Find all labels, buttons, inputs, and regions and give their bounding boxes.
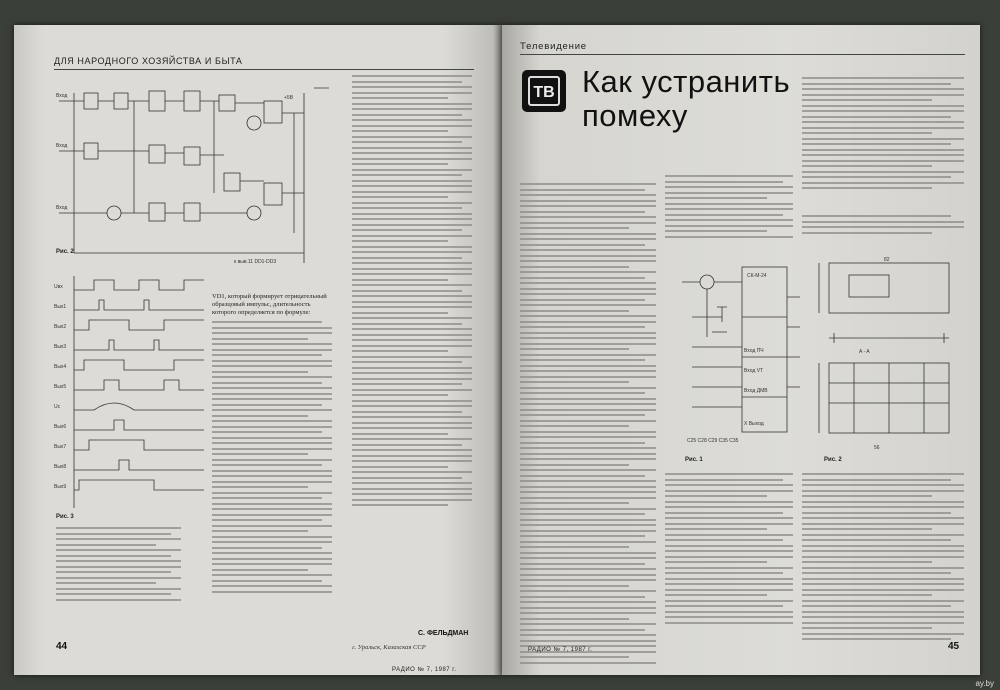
svg-text:Вход: Вход [56,205,68,211]
right-head-rule [520,54,965,55]
left-page [14,25,502,675]
svg-text:82: 82 [884,257,890,263]
svg-text:Вход VT: Вход VT [744,368,764,374]
svg-text:Вход ПЧ: Вход ПЧ [744,348,764,354]
circuit-schematic-fig2 [54,73,344,268]
right-col3-lower-text [802,473,964,644]
left-footer: РАДИО № 7, 1987 г. [392,667,457,673]
circuit-schematic-fig1 [682,257,802,447]
svg-text:A - A: A - A [859,349,870,355]
svg-text:Вых6: Вых6 [54,424,67,430]
svg-text:+5В: +5В [284,95,294,101]
article-title-line1: Как устранить [582,64,791,99]
left-col1-bottom-text [56,527,181,604]
svg-text:Вых1: Вых1 [54,304,67,310]
author-signature: С. ФЕЛЬДМАН [418,630,469,637]
left-running-head: ДЛЯ НАРОДНОГО ХОЗЯЙСТВА И БЫТА [54,56,243,66]
left-col3-text [352,75,472,510]
svg-text:Х Выход: Х Выход [744,421,764,427]
left-formula-text: VD1, который формирует отрицательный образцовый импульс, длительность которого определяется по формуле: [212,293,327,316]
right-col3-top-text [802,77,964,193]
right-col2-lower-text [665,473,793,627]
right-page [502,25,980,675]
svg-text:56: 56 [874,445,880,451]
svg-text:Uвх: Uвх [54,284,63,290]
svg-text:Вход: Вход [56,93,68,99]
right-page-number: 45 [948,641,960,652]
svg-text:к выв.11 DD1-DD3: к выв.11 DD1-DD3 [234,259,277,265]
svg-text:С25 С28 С29 С35 С35: С25 С28 С29 С35 С35 [687,438,739,444]
author-place: г. Уральск, Казахская ССР [352,644,426,651]
svg-text:Вых3: Вых3 [54,344,67,350]
tv-logo [522,70,566,112]
right-fig2-caption: Рис. 2 [824,457,842,463]
tv-logo-text: ТВ [528,76,560,106]
timing-diagram-fig3 [54,268,214,513]
svg-text:Вых4: Вых4 [54,364,67,370]
svg-text:Вход: Вход [56,143,68,149]
svg-text:Вых5: Вых5 [54,384,67,390]
svg-text:Uc: Uc [54,404,61,410]
left-head-rule [54,69,474,70]
watermark: ay.by [975,679,994,688]
right-running-head: Телевидение [520,41,587,52]
right-col3-para2 [802,215,964,237]
svg-text:Вых8: Вых8 [54,464,67,470]
left-page-number: 44 [56,641,68,652]
svg-text:Вых7: Вых7 [54,444,67,450]
left-fig2-caption: Рис. 2 [56,249,74,255]
mechanical-drawing-fig2 [814,253,964,453]
left-fig3-caption: Рис. 3 [56,514,74,520]
svg-text:Вых9: Вых9 [54,484,67,490]
right-fig1-caption: Рис. 1 [685,457,703,463]
svg-text:СК-М-24: СК-М-24 [747,273,767,279]
svg-text:Вых2: Вых2 [54,324,67,330]
right-col1-text [520,183,656,667]
left-col2-text [212,321,332,596]
right-footer: РАДИО № 7, 1987 г. [528,647,593,653]
svg-text:Вход ДМВ: Вход ДМВ [744,388,768,394]
article-title-line2: помеху [582,98,688,133]
right-col2-upper-text [665,175,793,241]
